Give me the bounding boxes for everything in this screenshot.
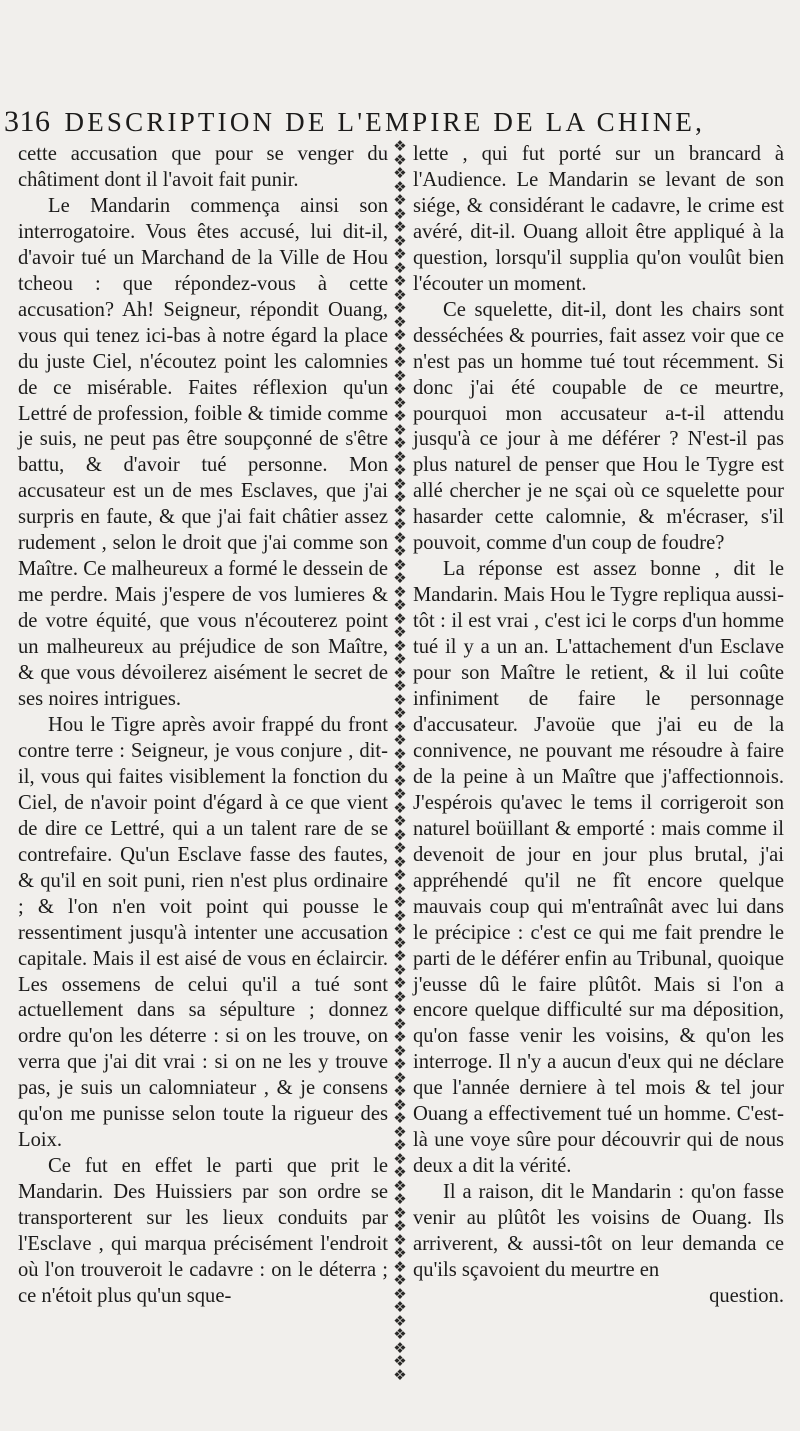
ornament-icon: ❖	[393, 1001, 407, 1019]
ornament-icon: ❖	[393, 1041, 407, 1060]
ornament-icon: ❖	[393, 1365, 407, 1380]
ornament-icon: ❖	[393, 839, 407, 857]
ornament-icon: ❖	[393, 407, 407, 425]
ornament-icon: ❖	[393, 1028, 407, 1046]
ornament-icon: ❖	[393, 569, 407, 587]
left-column	[18, 142, 388, 1402]
ornament-icon: ❖	[393, 285, 407, 304]
ornament-icon: ❖	[393, 1095, 407, 1114]
ornament-icon: ❖	[393, 474, 407, 493]
ornament-icon: ❖	[393, 366, 407, 385]
ornament-icon: ❖	[393, 798, 407, 817]
ornament-icon: ❖	[393, 164, 407, 182]
ornament-icon: ❖	[393, 326, 407, 344]
ornament-icon: ❖	[393, 1149, 407, 1168]
ornament-icon: ❖	[393, 528, 407, 547]
ornament-icon: ❖	[393, 879, 407, 898]
ornament-icon: ❖	[393, 731, 407, 749]
ornament-icon: ❖	[393, 299, 407, 317]
right-column	[413, 142, 784, 1402]
ornament-icon: ❖	[393, 1338, 407, 1357]
ornament-icon: ❖	[393, 582, 407, 601]
ornament-icon: ❖	[393, 1230, 407, 1249]
ornament-icon: ❖	[393, 650, 407, 668]
ornament-icon: ❖	[393, 758, 407, 776]
ornament-icon: ❖	[393, 1163, 407, 1181]
paragraph: cette accusation que pour se venger du châtiment dont il l'avoit fait punir.	[18, 143, 388, 191]
ornament-icon: ❖	[393, 1082, 407, 1100]
ornament-icon: ❖	[393, 218, 407, 236]
ornament-icon: ❖	[393, 515, 407, 533]
ornament-icon: ❖	[393, 1055, 407, 1073]
ornament-icon: ❖	[393, 744, 407, 763]
ornament-icon: ❖	[393, 177, 407, 196]
ornament-icon: ❖	[393, 960, 407, 979]
ornament-icon: ❖	[393, 596, 407, 614]
paragraph: Le Mandarin commença ainsi son interrogatoire. Vous êtes accusé, lui dit-il, d'avoir tué un Marchand de la Ville de Hou tcheou : que répondez-vous à cette accusation? Ah! Seigneur, répondit Ouang, vous qui tenez ici-bas à notre égard la place du juste Ciel, n'écoutez point les calomnies de ce misérable. Faites réflexion qu'un Lettré de profession, foible & timide comme je suis, ne peut pas être soupçonné de s'être battu, & d'avoir tué personne. Mon accusateur est un de mes Esclaves, que j'ai surpris en faute, & que j'ai fait châtier assez rudement , selon le droit que j'ai comme son Maître. Ce malheureux a formé le dessein de me perdre. Mais j'espere de vos lumieres & de votre équité, que vous n'écouterez point un malheureux au préjudice de son Maître, & que vous dévoilerez aisément le secret de ses noires intrigues.	[18, 194, 388, 711]
ornament-icon: ❖	[393, 1109, 407, 1127]
ornament-icon: ❖	[393, 312, 407, 331]
ornament-icon: ❖	[393, 231, 407, 250]
ornament-icon: ❖	[393, 245, 407, 263]
ornament-icon: ❖	[393, 663, 407, 682]
ornament-icon: ❖	[393, 420, 407, 439]
ornamental-column-rule	[389, 140, 411, 1380]
ornament-icon: ❖	[393, 501, 407, 520]
ornament-icon: ❖	[393, 1325, 407, 1343]
paragraph: Hou le Tigre après avoir frappé du front contre terre : Seigneur, je vous conjure , dit-il, vous qui faites visiblement la fonction du Ciel, de n'avoir point d'égard à ce que vient de dire ce Lettré, qui a un talent rare de se contrefaire. Qu'un Esclave fasse des fautes, & qu'il en soit puni, rien n'est plus ordinaire ; & l'on n'en voit point qui pousse le ressentiment jusqu'à intenter une accusation capitale. Mais il est aisé de vous en éclaircir. Les ossemens de celui qu'il a tué sont actuellement dans sa sépulture ; donnez ordre qu'on les déterre : si on les trouve, on verra que j'ai dit vrai : si on ne les y trouve pas, je suis un calomniateur , & je consens qu'on me punisse selon toute la rigueur des Loix.	[18, 713, 388, 1152]
ornament-icon: ❖	[393, 258, 407, 277]
ornament-icon: ❖	[393, 785, 407, 803]
ornament-icon: ❖	[393, 204, 407, 223]
ornament-icon: ❖	[393, 1190, 407, 1208]
ornament-icon: ❖	[393, 542, 407, 560]
ornament-icon: ❖	[393, 690, 407, 709]
ornament-icon: ❖	[393, 933, 407, 952]
ornament-icon: ❖	[393, 636, 407, 655]
ornament-icon: ❖	[393, 1122, 407, 1141]
ornament-icon: ❖	[393, 1217, 407, 1235]
ornament-icon: ❖	[393, 825, 407, 844]
ornament-icon: ❖	[393, 771, 407, 790]
ornament-icon: ❖	[393, 339, 407, 358]
ornament-icon: ❖	[393, 434, 407, 452]
ornament-icon: ❖	[393, 1298, 407, 1316]
ornament-icon: ❖	[393, 1352, 407, 1370]
ornament-icon: ❖	[393, 920, 407, 938]
ornament-icon: ❖	[393, 1257, 407, 1276]
ornament-icon: ❖	[393, 461, 407, 479]
ornament-icon: ❖	[393, 272, 407, 290]
ornament-icon: ❖	[393, 812, 407, 830]
paragraph: Ce fut en effet le parti que prit le Mandarin. Des Huissiers par son ordre se transporterent sur les lieux conduits par l'Esclave , qui marqua précisément l'endroit où l'on trouveroit le cadavre : on le déterra ; ce n'étoit plus qu'un sque-	[18, 1155, 388, 1307]
paragraph: lette , qui fut porté sur un brancard à l'Audience. Le Mandarin se levant de son siége, & considérant le cadavre, le crime est avéré, dit-il. Ouang alloit être appliqué à la question, lorsqu'il supplia qu'on voulût bien l'écouter un moment.	[413, 143, 784, 295]
ornament-icon: ❖	[393, 717, 407, 736]
ornament-icon: ❖	[393, 852, 407, 871]
paragraph: Il a raison, dit le Mandarin : qu'on fasse venir au plûtôt les voisins de Ouang. Ils arriverent, & aussi-tôt on leur demanda ce qu'ils sçavoient du meurtre en	[413, 1181, 784, 1281]
ornament-icon: ❖	[393, 704, 407, 722]
ornament-icon: ❖	[393, 974, 407, 992]
ornament-icon: ❖	[393, 140, 407, 155]
ornament-icon: ❖	[393, 1014, 407, 1033]
ornament-icon: ❖	[393, 555, 407, 574]
ornament-icon: ❖	[393, 609, 407, 628]
ornament-icon: ❖	[393, 191, 407, 209]
ornament-icon: ❖	[393, 1068, 407, 1087]
ornament-icon: ❖	[393, 893, 407, 911]
ornament-icon: ❖	[393, 623, 407, 641]
ornament-icon: ❖	[393, 447, 407, 466]
ornament-icon: ❖	[393, 677, 407, 695]
ornament-icon: ❖	[393, 150, 407, 169]
running-title: DESCRIPTION DE L'EMPIRE DE LA CHINE,	[64, 107, 706, 137]
paragraph-last-line: question.	[709, 1284, 784, 1307]
ornament-icon: ❖	[393, 866, 407, 884]
ornament-icon: ❖	[393, 947, 407, 965]
ornament-icon: ❖	[393, 1311, 407, 1330]
ornament-icon: ❖	[393, 1176, 407, 1195]
ornament-icon: ❖	[393, 1203, 407, 1222]
ornament-icon: ❖	[393, 1136, 407, 1154]
ornament-icon: ❖	[393, 353, 407, 371]
running-header	[4, 105, 794, 139]
paragraph: Ce squelette, dit-il, dont les chairs sont desséchées & pourries, fait assez voir que ce n'est pas un homme tué tout récemment. Si donc j'ai été coupable de ce meurtre, pourquoi mon accusateur a-t-il attendu jusqu'à ce jour à me déférer ? N'est-il pas plus naturel de penser que Hou le Tygre est allé chercher je ne sçai où ce squelette pour hasarder cette calomnie, & m'écraser, s'il pouvoit, comme d'un coup de foudre?	[413, 298, 784, 555]
ornament-icon: ❖	[393, 488, 407, 506]
ornament-icon: ❖	[393, 987, 407, 1006]
ornament-icon: ❖	[393, 1271, 407, 1289]
paragraph: La réponse est assez bonne , dit le Mandarin. Mais Hou le Tygre repliqua aussi-tôt : il est vrai , c'est ici le corps d'un homme tué il y a un an. L'attachement d'un Esclave pour son Maître le retient, & il lui coûte infiniment de faire le personnage d'accusateur. J'avoüe que j'ai eu de la connivence, ne pouvant me résoudre à faire de la peine à un Maître que j'affectionnois. J'espérois qu'avec le tems il corrigeroit son naturel boüillant & emporté : mais comme il devenoit de jour en jour plus brutal, j'ai appréhendé qu'il ne fît encore quelque mauvais coup qui m'entraînât avec lui dans le précipice : c'est ce qui me fait prendre le parti de le déférer enfin au Tribunal, quoique j'eusse dû le faire plûtôt. Mais si l'on a encore quelque difficulté sur ma déposition, qu'on fasse venir les voisins, & qu'on les interroge. Il n'y a aucun d'eux qui ne déclare que l'année derniere à tel mois & tel jour Ouang a effectivement tué un homme. C'est-là une voye sûre pour découvrir qui de nous deux a dit la vérité.	[413, 558, 784, 1178]
ornament-icon: ❖	[393, 1244, 407, 1262]
page-number: 316	[4, 105, 51, 138]
ornament-icon: ❖	[393, 380, 407, 398]
ornament-icon: ❖	[393, 1284, 407, 1303]
ornament-icon: ❖	[393, 906, 407, 925]
ornament-icon: ❖	[393, 393, 407, 412]
